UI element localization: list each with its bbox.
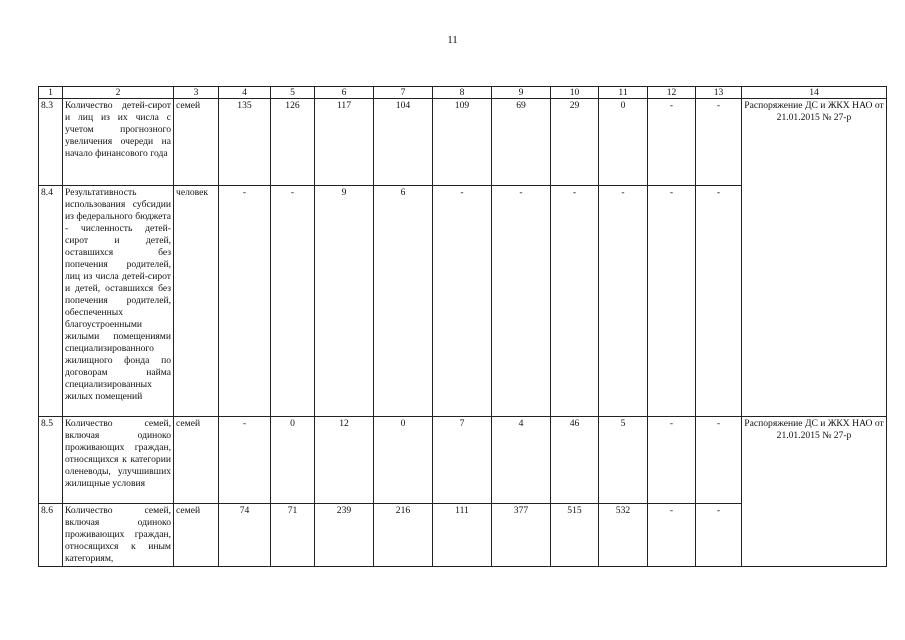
value-cell: - bbox=[648, 99, 696, 186]
table-row bbox=[39, 417, 887, 504]
value-cell: 216 bbox=[374, 504, 433, 567]
header-cell: 4 bbox=[219, 87, 271, 99]
header-cell: 11 bbox=[599, 87, 648, 99]
value-cell: 29 bbox=[551, 99, 599, 186]
value-cell: 377 bbox=[492, 504, 551, 567]
value-cell: - bbox=[696, 186, 742, 417]
value-cell: 239 bbox=[315, 504, 374, 567]
value-cell: 71 bbox=[271, 504, 315, 567]
value-cell: 0 bbox=[599, 99, 648, 186]
value-cell: 74 bbox=[219, 504, 271, 567]
value-cell: - bbox=[648, 186, 696, 417]
header-cell: 5 bbox=[271, 87, 315, 99]
row-description: Количество детей-сирот и лиц из их числа с учетом прогнозного увеличения очереди на начало финансового года bbox=[63, 99, 174, 186]
header-cell: 12 bbox=[648, 87, 696, 99]
header-cell: 1 bbox=[39, 87, 63, 99]
value-cell: 109 bbox=[433, 99, 492, 186]
value-cell: - bbox=[492, 186, 551, 417]
row-description: Результативность использования субсидии из федерального бюджета - численность детей-сирот и детей, оставшихся без попечения родителей, лиц из числа детей-сирот и детей, оставшихся без попечения родителей, обеспеченных благоустроенными жилыми помещениями специализированного жилищного фонда по договорам найма специализированных жилых помещений bbox=[63, 186, 174, 417]
value-cell: - bbox=[696, 417, 742, 504]
table-row bbox=[39, 99, 887, 186]
row-unit: семей bbox=[174, 99, 219, 186]
header-cell: 2 bbox=[63, 87, 174, 99]
value-cell: - bbox=[696, 504, 742, 567]
header-row bbox=[39, 87, 887, 99]
value-cell: 111 bbox=[433, 504, 492, 567]
row-id: 8.5 bbox=[39, 417, 63, 504]
header-cell: 6 bbox=[315, 87, 374, 99]
row-id: 8.4 bbox=[39, 186, 63, 417]
row-unit: человек bbox=[174, 186, 219, 417]
value-cell: - bbox=[433, 186, 492, 417]
value-cell: - bbox=[219, 417, 271, 504]
value-cell: - bbox=[219, 186, 271, 417]
value-cell: 104 bbox=[374, 99, 433, 186]
value-cell: 0 bbox=[271, 417, 315, 504]
row-id: 8.6 bbox=[39, 504, 63, 567]
value-cell: 46 bbox=[551, 417, 599, 504]
header-cell: 8 bbox=[433, 87, 492, 99]
value-cell: 532 bbox=[599, 504, 648, 567]
header-cell: 9 bbox=[492, 87, 551, 99]
row-description bbox=[63, 504, 174, 567]
header-cell: 3 bbox=[174, 87, 219, 99]
header-cell: 7 bbox=[374, 87, 433, 99]
indicators-table bbox=[38, 86, 887, 567]
value-cell: 4 bbox=[492, 417, 551, 504]
value-cell: - bbox=[599, 186, 648, 417]
value-cell: 12 bbox=[315, 417, 374, 504]
row-id: 8.3 bbox=[39, 99, 63, 186]
value-cell: - bbox=[696, 99, 742, 186]
value-cell: 5 bbox=[599, 417, 648, 504]
value-cell: - bbox=[648, 504, 696, 567]
row-description: Количество семей, включая одиноко проживающих граждан, относящихся к категории оленеводы, улучшивших жилищные условия bbox=[63, 417, 174, 504]
value-cell: 126 bbox=[271, 99, 315, 186]
page-number: 11 bbox=[447, 34, 458, 46]
value-cell: 7 bbox=[433, 417, 492, 504]
row-description-text: Количество семей, включая одиноко проживающих граждан, относящихся к иным категориям, bbox=[65, 505, 171, 564]
header-cell: 10 bbox=[551, 87, 599, 99]
value-cell: - bbox=[648, 417, 696, 504]
value-cell: - bbox=[271, 186, 315, 417]
row-unit: семей bbox=[174, 504, 219, 567]
value-cell: 0 bbox=[374, 417, 433, 504]
source-cell: Распоряжение ДС и ЖКХ НАО от 21.01.2015 № 27-р bbox=[742, 417, 887, 567]
value-cell: 6 bbox=[374, 186, 433, 417]
value-cell: 135 bbox=[219, 99, 271, 186]
row-unit: семей bbox=[174, 417, 219, 504]
value-cell: 117 bbox=[315, 99, 374, 186]
header-cell: 13 bbox=[696, 87, 742, 99]
value-cell: 9 bbox=[315, 186, 374, 417]
value-cell: 69 bbox=[492, 99, 551, 186]
source-cell: Распоряжение ДС и ЖКХ НАО от 21.01.2015 № 27-р bbox=[742, 99, 887, 417]
value-cell: - bbox=[551, 186, 599, 417]
value-cell: 515 bbox=[551, 504, 599, 567]
header-cell: 14 bbox=[742, 87, 887, 99]
